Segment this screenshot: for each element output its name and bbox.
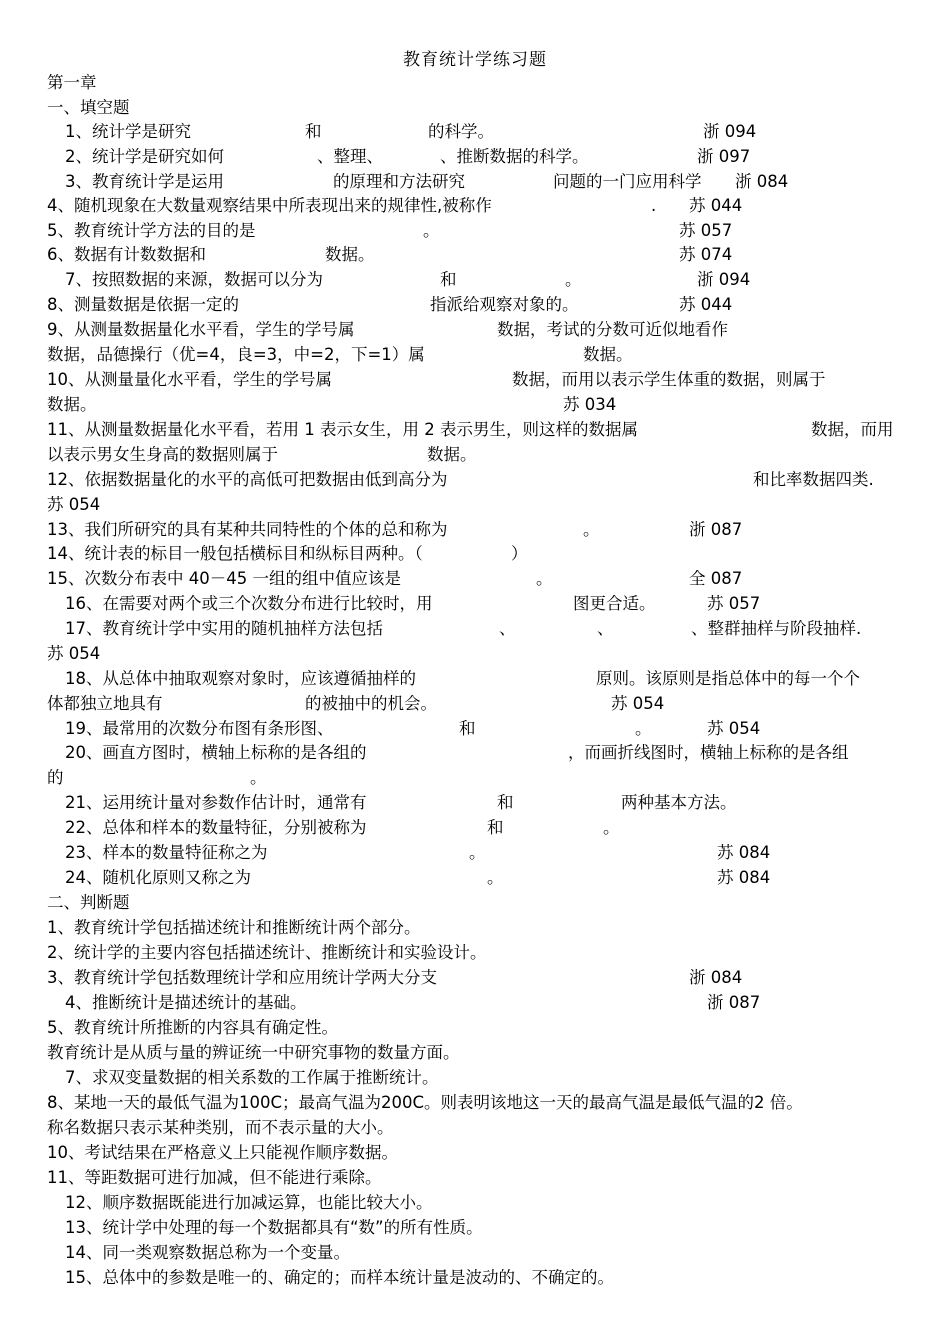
text-segment: 。 (565, 270, 582, 289)
text-segment: 、整群抽样与阶段抽样. (691, 619, 862, 638)
text-line (0, 169, 950, 194)
text-segment: 称名数据只表示某种类别，而不表示量的大小。 (47, 1118, 394, 1137)
text-line (0, 242, 950, 267)
text-segment: 数据。 (325, 245, 375, 264)
text-segment: 13、我们所研究的具有某种共同特性的个体的总和称为 (47, 520, 448, 539)
text-segment: 数据。 (583, 345, 633, 364)
text-segment: 11、从测量数据量化水平看，若用 1 表示女生，用 2 表示男生，则这样的数据属 (47, 420, 638, 439)
text-line (0, 70, 950, 95)
text-segment: 、推断数据的科学。 (440, 147, 589, 166)
text-line (0, 417, 950, 442)
text-segment: 体都独立地具有 (47, 694, 163, 713)
text-line (0, 616, 950, 641)
text-segment: 一、填空题 (47, 98, 130, 117)
text-segment: 原则。该原则是指总体中的每一个个 (596, 669, 860, 688)
text-segment: 苏 044 (679, 295, 733, 314)
text-segment: 12、顺序数据既能进行加减运算，也能比较大小。 (65, 1193, 433, 1212)
text-segment: 第一章 (47, 73, 97, 92)
text-line (0, 541, 950, 566)
text-line (0, 342, 950, 367)
text-line (0, 1090, 950, 1115)
text-segment: 2、统计学的主要内容包括描述统计、推断统计和实验设计。 (47, 943, 487, 962)
text-line (0, 95, 950, 120)
text-segment: 。 (603, 818, 620, 837)
text-segment: 。 (536, 569, 553, 588)
text-segment: 指派给观察对象的。 (430, 295, 579, 314)
text-segment: 13、统计学中处理的每一个数据都具有“数”的所有性质。 (65, 1218, 483, 1237)
text-segment: 18、从总体中抽取观察对象时，应该遵循抽样的 (65, 669, 416, 688)
text-line (0, 467, 950, 492)
document-title: 教育统计学练习题 (403, 50, 547, 70)
text-segment: 8、测量数据是依据一定的 (47, 295, 239, 314)
text-line (0, 517, 950, 542)
text-segment: 和 (459, 719, 476, 738)
text-segment: 。 (583, 520, 600, 539)
text-line (0, 1190, 950, 1215)
text-segment: 苏 057 (679, 221, 733, 240)
text-segment: 4、推断统计是描述统计的基础。 (65, 993, 307, 1012)
text-segment: 浙 087 (689, 520, 743, 539)
text-segment: 的被抽中的机会。 (305, 694, 437, 713)
text-segment: 的科学。 (428, 122, 494, 141)
text-line (0, 865, 950, 890)
text-segment: 问题的一门应用科学 (553, 172, 702, 191)
text-segment: 22、总体和样本的数量特征，分别被称为 (65, 818, 367, 837)
text-segment: 16、在需要对两个或三个次数分布进行比较时，用 (65, 594, 433, 613)
text-line (0, 1265, 950, 1290)
text-segment: 苏 054 (47, 495, 101, 514)
text-segment: 的 (47, 768, 64, 787)
text-segment: 数据，而用 (811, 420, 894, 439)
text-segment: 数据。 (47, 395, 97, 414)
text-segment: 3、教育统计学包括数理统计学和应用统计学两大分支 (47, 968, 437, 987)
text-line (0, 1215, 950, 1240)
text-segment: 数据。 (427, 445, 477, 464)
text-line (0, 492, 950, 517)
text-segment: 12、依据数据量化的水平的高低可把数据由低到高分为 (47, 470, 448, 489)
text-segment: 二、判断题 (47, 893, 130, 912)
text-segment: 浙 084 (689, 968, 743, 987)
text-segment: 5、教育统计所推断的内容具有确定性。 (47, 1018, 338, 1037)
text-line (0, 1040, 950, 1065)
text-line (0, 990, 950, 1015)
text-line (0, 367, 950, 392)
text-segment: 苏 044 (689, 196, 743, 215)
text-segment: 1、教育统计学包括描述统计和推断统计两个部分。 (47, 918, 421, 937)
text-segment: 6、数据有计数数据和 (47, 245, 206, 264)
text-segment: 15、次数分布表中 40－45 一组的组中值应该是 (47, 569, 401, 588)
text-line (0, 218, 950, 243)
text-segment: 7、求双变量数据的相关系数的工作属于推断统计。 (65, 1068, 439, 1087)
text-line (0, 566, 950, 591)
text-segment: 9、从测量数据量化水平看，学生的学号属 (47, 320, 355, 339)
text-line (0, 716, 950, 741)
text-line (0, 765, 950, 790)
text-segment: 8、某地一天的最低气温为100C；最高气温为200C。则表明该地这一天的最高气温是最低气温的2 倍。 (47, 1093, 803, 1112)
text-line (0, 1140, 950, 1165)
text-line (0, 815, 950, 840)
text-line (0, 840, 950, 865)
text-segment: 10、考试结果在严格意义上只能视作顺序数据。 (47, 1143, 398, 1162)
text-segment: 苏 054 (611, 694, 665, 713)
text-segment: 14、同一类观察数据总称为一个变量。 (65, 1243, 350, 1262)
text-line (0, 267, 950, 292)
text-segment: 3、教育统计学是运用 (65, 172, 224, 191)
text-segment: 浙 094 (697, 270, 751, 289)
text-line (0, 591, 950, 616)
text-segment: 1、统计学是研究 (65, 122, 191, 141)
text-line (0, 1165, 950, 1190)
text-segment: 全 087 (689, 569, 743, 588)
text-line (0, 317, 950, 342)
text-segment: 21、运用统计量对参数作估计时，通常有 (65, 793, 367, 812)
text-line (0, 965, 950, 990)
text-line (0, 691, 950, 716)
text-segment: 。 (635, 719, 652, 738)
text-segment: 。 (250, 768, 267, 787)
text-segment: 。 (487, 868, 504, 887)
text-segment: 数据，考试的分数可近似地看作 (497, 320, 728, 339)
text-segment: 和 (487, 818, 504, 837)
text-segment: 苏 034 (563, 395, 617, 414)
text-segment: 23、样本的数量特征称之为 (65, 843, 268, 862)
text-segment: 苏 084 (717, 868, 771, 887)
text-segment: 4、随机现象在大数量观察结果中所表现出来的规律性,被称作 (47, 196, 492, 215)
text-segment: 数据，而用以表示学生体重的数据，则属于 (512, 370, 826, 389)
text-segment: 2、统计学是研究如何 (65, 147, 224, 166)
text-segment: 24、随机化原则又称之为 (65, 868, 251, 887)
text-segment: 苏 054 (47, 644, 101, 663)
text-segment: 浙 094 (703, 122, 757, 141)
text-line (0, 392, 950, 417)
text-segment: 、 (499, 619, 516, 638)
text-segment: 5、教育统计学方法的目的是 (47, 221, 256, 240)
text-line (0, 641, 950, 666)
text-segment: ） (511, 544, 528, 563)
text-segment: 和 (305, 122, 322, 141)
text-segment: 和比率数据四类. (753, 470, 874, 489)
text-line (0, 1015, 950, 1040)
text-segment: 和 (497, 793, 514, 812)
text-segment: 以表示男女生身高的数据则属于 (47, 445, 278, 464)
text-segment: 浙 087 (707, 993, 761, 1012)
text-segment: 、 (597, 619, 614, 638)
text-line (0, 915, 950, 940)
text-segment: 19、最常用的次数分布图有条形图、 (65, 719, 334, 738)
text-segment: 苏 054 (707, 719, 761, 738)
text-segment: 苏 057 (707, 594, 761, 613)
text-line (0, 144, 950, 169)
text-segment: 17、教育统计学中实用的随机抽样方法包括 (65, 619, 383, 638)
text-line (0, 119, 950, 144)
text-line (0, 666, 950, 691)
text-segment: 7、按照数据的来源，数据可以分为 (65, 270, 323, 289)
text-segment: 和 (440, 270, 457, 289)
text-segment: 数据，品德操行（优=4，良=3，中=2，下=1）属 (47, 345, 425, 364)
text-segment: 苏 084 (717, 843, 771, 862)
text-segment: 图更合适。 (573, 594, 656, 613)
text-segment: 。 (423, 221, 440, 240)
text-segment: 教育统计是从质与量的辨证统一中研究事物的数量方面。 (47, 1043, 460, 1062)
text-line (0, 1065, 950, 1090)
text-segment: ，而画折线图时，横轴上标称的是各组 (568, 743, 849, 762)
text-segment: 20、画直方图时，横轴上标称的是各组的 (65, 743, 367, 762)
text-line (0, 1115, 950, 1140)
text-segment: 14、统计表的标目一般包括横标目和纵标目两种。（ (47, 544, 423, 563)
text-line (0, 193, 950, 218)
text-segment: 浙 084 (735, 172, 789, 191)
text-segment: 浙 097 (697, 147, 751, 166)
text-line (0, 890, 950, 915)
text-segment: 、整理、 (317, 147, 383, 166)
text-segment: 10、从测量量化水平看，学生的学号属 (47, 370, 332, 389)
text-segment: . (651, 196, 657, 215)
text-segment: 苏 074 (679, 245, 733, 264)
text-line (0, 442, 950, 467)
text-segment: 两种基本方法。 (621, 793, 737, 812)
text-line (0, 940, 950, 965)
text-segment: 的原理和方法研究 (333, 172, 465, 191)
text-segment: 15、总体中的参数是唯一的、确定的；而样本统计量是波动的、不确定的。 (65, 1268, 614, 1287)
text-line (0, 740, 950, 765)
text-segment: 11、等距数据可进行加减，但不能进行乘除。 (47, 1168, 382, 1187)
text-line (0, 292, 950, 317)
text-line (0, 1240, 950, 1265)
text-segment: 。 (469, 843, 486, 862)
text-line (0, 790, 950, 815)
